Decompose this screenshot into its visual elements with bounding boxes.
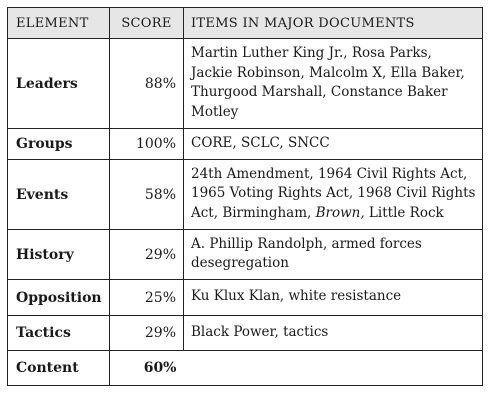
scores-table xyxy=(7,7,483,386)
total-items-empty xyxy=(184,351,483,386)
total-row xyxy=(8,351,483,386)
row-score: 100% xyxy=(110,129,184,160)
row-items: Martin Luther King Jr., Rosa Parks, Jackie Robinson, Malcolm X, Ella Baker, Thurgood Marshall, Constance Baker Motley xyxy=(184,39,483,129)
total-label: Content xyxy=(8,351,110,386)
table-row xyxy=(8,39,483,129)
row-element: Groups xyxy=(8,129,110,160)
row-items xyxy=(184,160,483,230)
items-text: 24th Amendment, 1964 Civil Rights Act, 1965 Voting Rights Act, 1968 Civil Rights Act, Birmingham, xyxy=(191,165,476,221)
row-items: Ku Klux Klan, white resistance xyxy=(184,280,483,316)
table-row xyxy=(8,129,483,160)
row-items: CORE, SCLC, SNCC xyxy=(184,129,483,160)
table-row xyxy=(8,160,483,230)
table-row xyxy=(8,230,483,280)
row-element: History xyxy=(8,230,110,280)
row-score: 25% xyxy=(110,280,184,316)
row-element: Opposition xyxy=(8,280,110,316)
row-items: A. Phillip Randolph, armed forces desegregation xyxy=(184,230,483,280)
row-score: 88% xyxy=(110,39,184,129)
header-items: ITEMS IN MAJOR DOCUMENTS xyxy=(184,8,483,39)
table-row xyxy=(8,280,483,316)
items-italic-text: Brown, xyxy=(315,204,365,221)
row-element: Leaders xyxy=(8,39,110,129)
total-score: 60% xyxy=(110,351,184,386)
row-element: Events xyxy=(8,160,110,230)
row-score: 58% xyxy=(110,160,184,230)
items-text: Little Rock xyxy=(364,204,444,221)
header-element: ELEMENT xyxy=(8,8,110,39)
table-row xyxy=(8,316,483,351)
row-score: 29% xyxy=(110,316,184,351)
row-items: Black Power, tactics xyxy=(184,316,483,351)
row-score: 29% xyxy=(110,230,184,280)
header-score: SCORE xyxy=(110,8,184,39)
row-element: Tactics xyxy=(8,316,110,351)
header-row xyxy=(8,8,483,39)
